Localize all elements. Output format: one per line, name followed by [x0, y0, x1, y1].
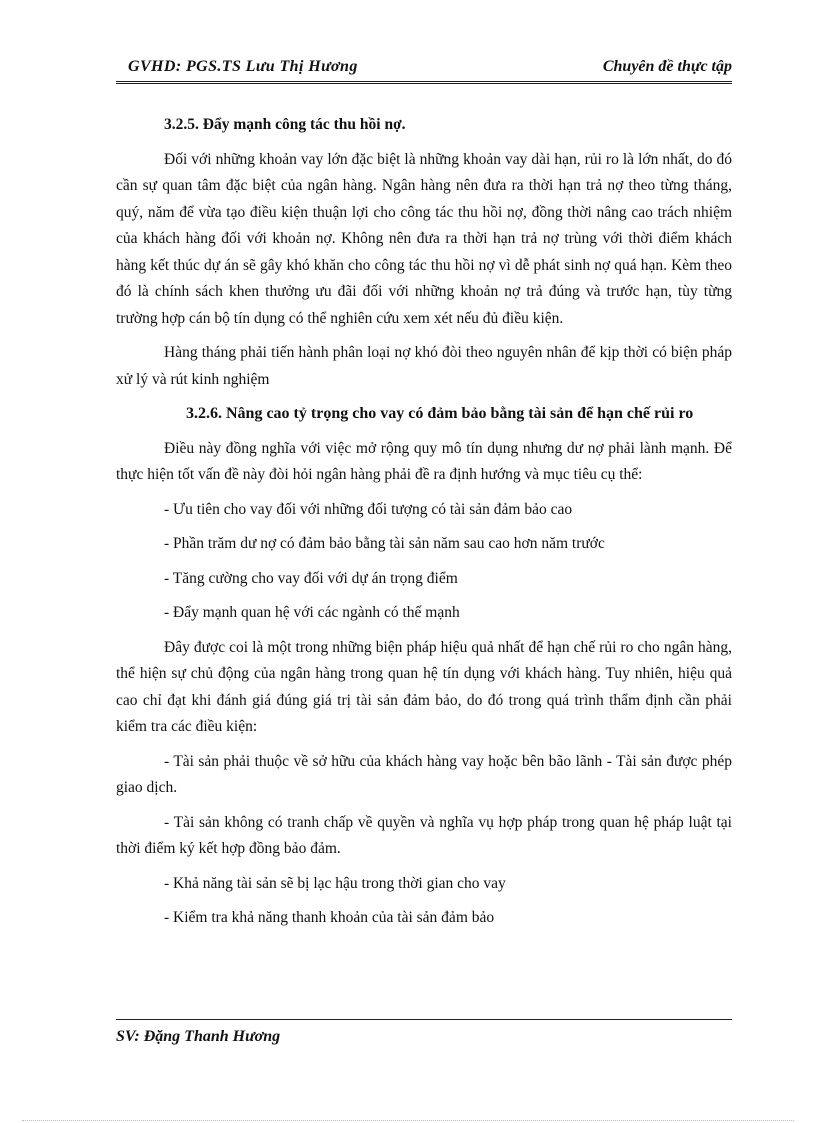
bullet-item: - Ưu tiên cho vay đối với những đối tượng có tài sản đảm bảo cao [164, 500, 573, 518]
paragraph-debt-recovery: Đối với những khoản vay lớn đặc biệt là những khoản vay dài hạn, rủi ro là lớn nhất, do đó cần sự quan tâm đặc biệt của ngân hàng. Ngân hàng nên đưa ra thời hạn trả nợ theo từng tháng, quý, năm để vừa tạo điều kiện thuận lợi cho công tác thu hồi nợ, đồng thời nâng cao trách nhiệm của khách hàng đối với khoản nợ. Không nên đưa ra thời hạn trả nợ trùng với thời điểm khách hàng kết thúc dự án sẽ gây khó khăn cho công tác thu hồi nợ vì dễ phát sinh nợ quá hạn. Kèm theo đó là chính sách khen thưởng ưu đãi đối với những khoản nợ trả đúng và trước hạn, tùy từng trường hợp cán bộ tín dụng có thể nghiên cứu xem xét nếu đủ điều kiện. [116, 150, 732, 327]
header-advisor: GVHD: PGS.TS Lưu Thị Hương [128, 58, 358, 75]
paragraph-expand-credit: Điều này đồng nghĩa với việc mở rộng quy mô tín dụng nhưng dư nợ phải lành mạnh. Để thực hiện tốt vấn đề này đòi hỏi ngân hàng phải đề ra định hướng và mục tiêu cụ thể: [116, 439, 732, 483]
bullet-item: - Đẩy mạnh quan hệ với các ngành có thế mạnh [164, 604, 460, 621]
paragraph-effective-measure: Đây được coi là một trong những biện pháp hiệu quả nhất để hạn chế rủi ro cho ngân hàng, thể hiện sự chủ động của ngân hàng trong quan hệ tín dụng với khách hàng. Tuy nhiên, hiệu quả cao chỉ đạt khi đánh giá đúng giá trị tài sản đảm bảo, do đó trong quá trình thẩm định cần phải kiểm tra các điều kiện: [116, 638, 732, 735]
condition-ownership: - Tài sản phải thuộc về sở hữu của khách hàng vay hoặc bên bão lãnh - Tài sản được phép giao dịch. [116, 752, 732, 796]
page-footer-student: SV: Đặng Thanh Hương [116, 1028, 281, 1045]
bullet-item: - Tăng cường cho vay đối với dự án trọng điểm [164, 569, 458, 587]
header-rule [116, 81, 732, 86]
header-title: Chuyên đề thực tập [602, 58, 732, 75]
page-header [128, 58, 732, 80]
section-heading-3-2-6: 3.2.6. Nâng cao tỷ trọng cho vay có đảm bảo bằng tài sản để hạn chế rủi ro [186, 405, 694, 422]
paragraph-monthly-classification: Hàng tháng phải tiến hành phân loại nợ khó đòi theo nguyên nhân để kịp thời có biện pháp xử lý và rút kinh nghiệm [116, 344, 732, 388]
page-edge-dotted-line [22, 1120, 794, 1121]
bullet-item: - Phần trăm dư nợ có đảm bảo bằng tài sản năm sau cao hơn năm trước [164, 535, 605, 552]
condition-no-dispute: - Tài sản không có tranh chấp về quyền và nghĩa vụ hợp pháp trong quan hệ pháp luật tại thời điểm ký kết hợp đồng bảo đảm. [116, 813, 732, 857]
condition-liquidity: - Kiểm tra khả năng thanh khoản của tài sản đảm bảo [164, 909, 495, 926]
page-content [116, 112, 732, 940]
condition-obsolescence: - Khả năng tài sản sẽ bị lạc hậu trong thời gian cho vay [164, 874, 506, 892]
footer-rule [116, 1019, 732, 1020]
section-heading-3-2-5: 3.2.5. Đẩy mạnh công tác thu hồi nợ. [164, 116, 406, 133]
